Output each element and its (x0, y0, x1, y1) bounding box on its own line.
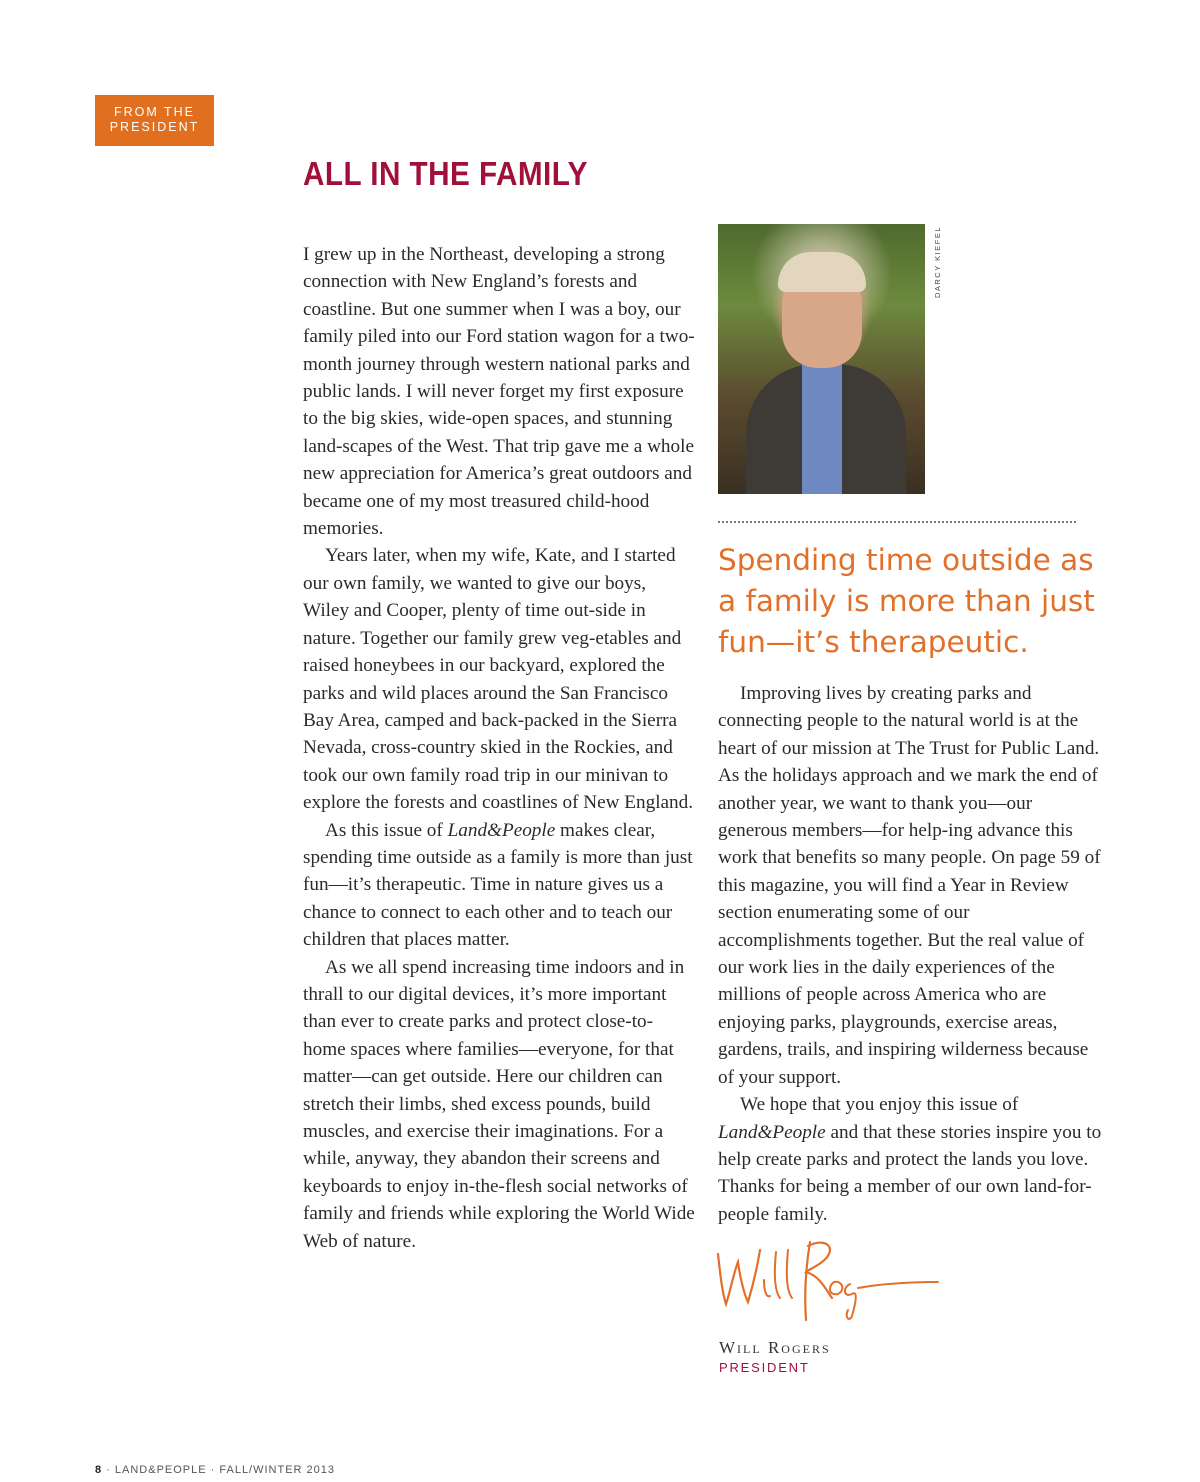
paragraph-text: and that these stories inspire you to help create parks and protect the lands you love. Thanks for being a member of our own land-for-people family. (718, 1121, 1102, 1225)
portrait-shirt (802, 364, 842, 494)
president-portrait (718, 224, 925, 494)
handwritten-signature (710, 1232, 950, 1322)
dotted-divider (718, 521, 1076, 523)
paragraph: As we all spend increasing time indoors and in thrall to our digital devices, it’s more important than ever to create parks and protect close-to-home spaces where families—everyone, for that matter—can get outside. Here our children can stretch their limbs, shed excess pounds, build muscles, and exercise their imaginations. For a while, anyway, they abandon their screens and keyboards to enjoy in-the-flesh social networks of family and friends while exploring the World Wide Web of nature. (303, 956, 695, 1252)
article-title: ALL IN THE FAMILY (303, 155, 588, 192)
paragraph: I grew up in the Northeast, developing a strong connection with New England’s forests and coastline. But one summer when I was a boy, our family piled into our Ford station wagon for a two-month journey through western national parks and public lands. I will never forget my first exposure to the big skies, wide-open spaces, and stunning land-scapes of the West. That trip gave me a whole new appreciation for America’s great outdoors and became one of my most treasured child-hood memories. (303, 244, 695, 540)
right-column (718, 680, 1106, 1228)
portrait-hair (778, 252, 866, 292)
magazine-name: Land&People (447, 819, 556, 841)
pull-quote: Spending time outside as a family is more than just fun—it’s therapeutic. (718, 543, 1095, 659)
section-tag-line1: FROM THE (113, 105, 196, 119)
magazine-name: Land&People (718, 1121, 826, 1143)
section-tag-line2: PRESIDENT (109, 120, 200, 134)
left-column (303, 241, 695, 1255)
paragraph: Years later, when my wife, Kate, and I started our own family, we wanted to give our boys, Wiley and Cooper, plenty of time out-side in nature. Together our family grew veg-etables and raised honeybees in our backyard, explored the parks and wild places around the San Francisco Bay Area, camped and back-packed in the Sierra Nevada, cross-country skied in the Rockies, and took our own family road trip in our minivan to explore the forests and coastlines of New England. (303, 545, 694, 814)
paragraph-text: makes clear, spending time outside as a family is more than just fun—it’s therapeutic. Time in nature gives us a chance to connect to each other and to teach our children that places matter. (303, 819, 693, 951)
signature-name: Will Rogers (719, 1338, 831, 1357)
paragraph-text: We hope that you enjoy this issue of (740, 1094, 1019, 1116)
paragraph: Improving lives by creating parks and connecting people to the natural world is at the heart of our mission at The Trust for Public Land. As the holidays approach and we mark the end of another year, we want to thank you—our generous members—for help-ing advance this work that benefits so many people. On page 59 of this magazine, you will find a Year in Review section enumerating some of our accomplishments together. But the real value of our work lies in the daily experiences of the millions of people across America who are enjoying parks, playgrounds, exercise areas, gardens, trails, and inspiring wilderness because of your support. (718, 683, 1101, 1088)
footer-text: · LAND&PEOPLE · FALL/WINTER 2013 (102, 1464, 336, 1476)
paragraph (303, 817, 695, 954)
paragraph (718, 1091, 1106, 1228)
photo-credit: DARCY KIEFEL (933, 226, 942, 299)
section-tag (95, 95, 214, 146)
signature-role: PRESIDENT (719, 1360, 810, 1375)
page-number: 8 (95, 1464, 103, 1476)
paragraph-text: As this issue of (325, 819, 448, 841)
page-footer (95, 1464, 335, 1476)
